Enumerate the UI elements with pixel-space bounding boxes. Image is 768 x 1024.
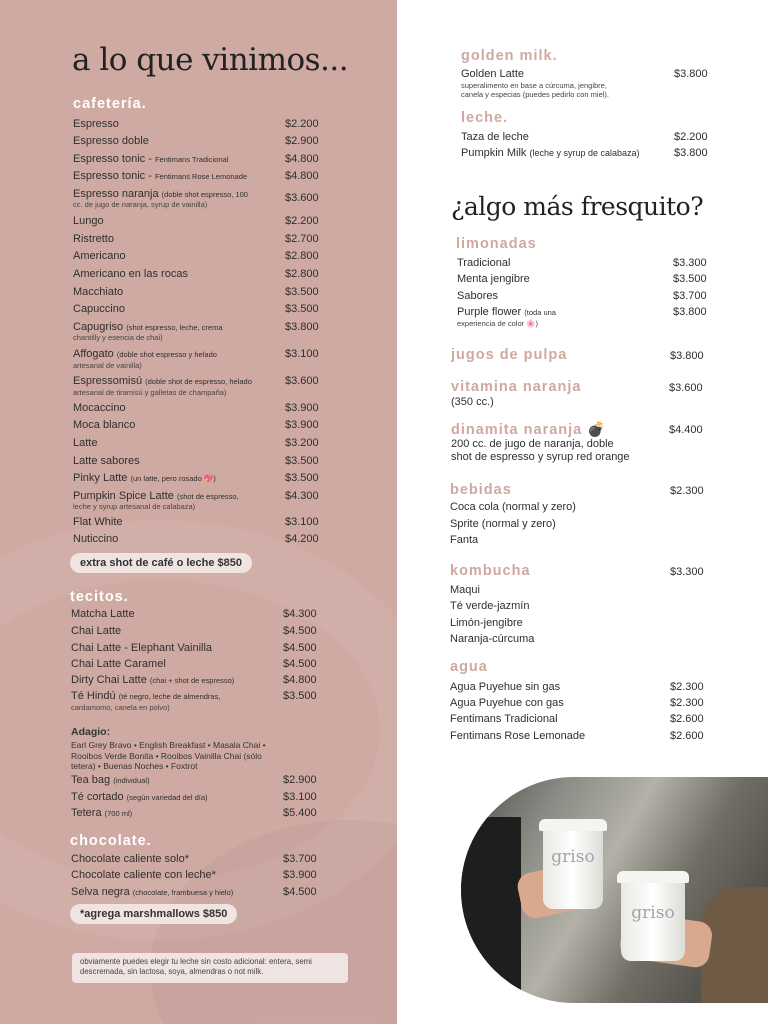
extra-shot-note: extra shot de café o leche $850 <box>70 553 252 573</box>
item-detail: canela y especias (puedes pedirlo con miel). <box>461 90 609 99</box>
section-title-dinamita: dinamita naranja 💣 <box>451 422 607 438</box>
list-item: Té verde-jazmín <box>450 600 530 612</box>
section-title-cafeteria: cafetería. <box>73 96 147 112</box>
list-item: Coca cola (normal y zero) <box>450 501 576 513</box>
item-detail: leche y syrup artesanal de calabaza) <box>73 502 196 511</box>
list-item: Fanta <box>450 534 479 546</box>
item-detail: chantilly y esencia de chai) <box>73 333 163 342</box>
item-detail: experiencia de color 🌸) <box>457 319 539 328</box>
adagio-list: Earl Grey Bravo • English Breakfast • Masala Chai • Rooibos Verde Bonita • Rooibos Vainilla Chai (sólo tetera) • Buenas Noches • Foxtrot <box>71 740 266 771</box>
item-detail: superalimento en base a cúrcuma, jengibre, <box>461 81 607 90</box>
item-detail: artesanal de vainilla) <box>73 361 142 370</box>
price: $3.800 <box>670 350 704 362</box>
section-title-agua: agua <box>450 659 488 675</box>
item-detail: cc. de jugo de naranja, syrup de vainilla) <box>73 200 208 209</box>
item-detail: cardamomo, canela en polvo) <box>71 703 170 712</box>
section-title-tecitos: tecitos. <box>70 589 129 605</box>
item-detail: 200 cc. de jugo de naranja, doble <box>451 438 614 450</box>
list-item: Limón-jengibre <box>450 617 523 629</box>
right-panel: golden milk. Golden Latte $3.800 superalimento en base a cúrcuma, jengibre, canela y especias (puedes pedirlo con miel). leche. Taza de leche $2.200 Pumpkin Milk (leche y syrup de calabaza) $3.800 ¿algo más fresquito? limonadas Tradicional $3.300 Menta jengibre $3.500 Sabores $3.700 Purple flower (toda una $3.800 experiencia de color 🌸) jugos de pulpa $3.800 vitamina naranja $3.600 (350 cc.) dinamita naranja 💣 $4.400 200 cc. de jugo de naranja, doble shot de espresso y syrup red orange bebidas $2.300 Coca cola (normal y zero) Sprite (normal y zero) Fanta kombucha $3.300 Maqui Té verde-jazmín Limón-jengibre Naranja-cúrcuma agua Agua Puyehue sin gas $2.300 Agua Puyehue con gas $2.300 Fentimans Tradicional $2.600 Fentimans Rose Lemonade $2.600 <box>397 0 768 1024</box>
item-detail: shot de espresso y syrup red orange <box>451 451 630 463</box>
page-title: a lo que vinimos... <box>72 42 349 78</box>
price: $4.400 <box>669 424 703 436</box>
coat-sleeve <box>461 817 521 1003</box>
list-item: Sprite (normal y zero) <box>450 518 556 530</box>
section-title-golden-milk: golden milk. <box>461 48 558 64</box>
coffee-cup <box>621 881 685 961</box>
left-panel: a lo que vinimos... cafetería. Espresso $2.200 Espresso doble $2.900 Espresso tonic - Fentimans Tradicional $4.800 Espresso tonic - Fentimans Rose Lemonade $4.800 Espresso naranja (doble shot espresso, 100 $3.600 cc. de jugo de naranja, syrup de vainilla) Lungo $2.200 Ristretto $2.700 Americano $2.800 Americano en las rocas $2.800 Macchiato $3.500 Capuccino $3.500 Capugriso (shot espresso, leche, crema $3.800 chantilly y esencia de chai) Affogato (doble shot espresso y helado $3.100 artesanal de vainilla) Espressomisú (doble shot de espresso, helado $3.600 artesanal de tiramisú y galletas de champaña) Mocaccino $3.900 Moca blanco $3.900 Latte $3.200 Latte sabores $3.500 Pinky Latte (un latte, pero rosado 💖) $3.500 Pumpkin Spice Latte (shot de espresso, $4.300 leche y syrup artesanal de calabaza) Flat White $3.100 Nuticcino $4.200 extra shot de café o leche $850 tecitos. Matcha Latte $4.300 Chai Latte $4.500 Chai Latte - Elephant Vainilla $4.500 Chai Latte Caramel $4.500 Dirty Chai Latte (chai + shot de espresso) $4.800 Té Hindú (té negro, leche de almendras, $3.500 cardamomo, canela en polvo) Adagio: Earl Grey Bravo • English Breakfast • Masala Chai • Rooibos Verde Bonita • Rooibos Vainilla Chai (sólo tetera) • Buenas Noches • Foxtrot Tea bag (individual) $2.900 Té cortado (según variedad del día) $3.100 Tetera (700 ml) $5.400 chocolate. Chocolate caliente solo* $3.700 Chocolate caliente con leche* $3.900 Selva negra (chocolate, frambuesa y hielo) $4.500 *agrega marshmallows $850 obviamente puedes elegir tu leche sin costo adicional: entera, semi descremada, sin lactosa, soya, almendras o not milk. <box>0 0 397 1024</box>
section-title-chocolate: chocolate. <box>70 833 152 849</box>
section-title-bebidas: bebidas <box>450 482 512 498</box>
section-title-fresquito: ¿algo más fresquito? <box>451 192 704 221</box>
section-title-jugos: jugos de pulpa <box>451 347 568 363</box>
item-detail: artesanal de tiramisú y galletas de champaña) <box>73 388 227 397</box>
section-title-limonadas: limonadas <box>456 236 537 252</box>
section-title-leche: leche. <box>461 110 509 126</box>
coffee-cup <box>543 829 603 909</box>
list-item: Naranja-cúrcuma <box>450 633 535 645</box>
section-title-kombucha: kombucha <box>450 563 531 579</box>
adagio-title: Adagio: <box>71 726 111 738</box>
marshmallow-note: *agrega marshmallows $850 <box>70 904 237 924</box>
section-title-vitamina: vitamina naranja <box>451 379 582 395</box>
price: $3.600 <box>669 382 703 394</box>
list-item: Maqui <box>450 584 480 596</box>
price: $3.300 <box>670 566 704 578</box>
price: $2.300 <box>670 485 704 497</box>
cup-logo: griso <box>631 903 675 923</box>
coffee-cups-photo <box>461 777 768 1003</box>
item-detail: (350 cc.) <box>451 396 494 408</box>
milk-note: obviamente puedes elegir tu leche sin costo adicional: entera, semi descremada, sin lactosa, soya, almendras o not milk. <box>72 953 348 983</box>
coat-sleeve <box>701 887 768 1003</box>
cup-logo: griso <box>551 847 595 867</box>
